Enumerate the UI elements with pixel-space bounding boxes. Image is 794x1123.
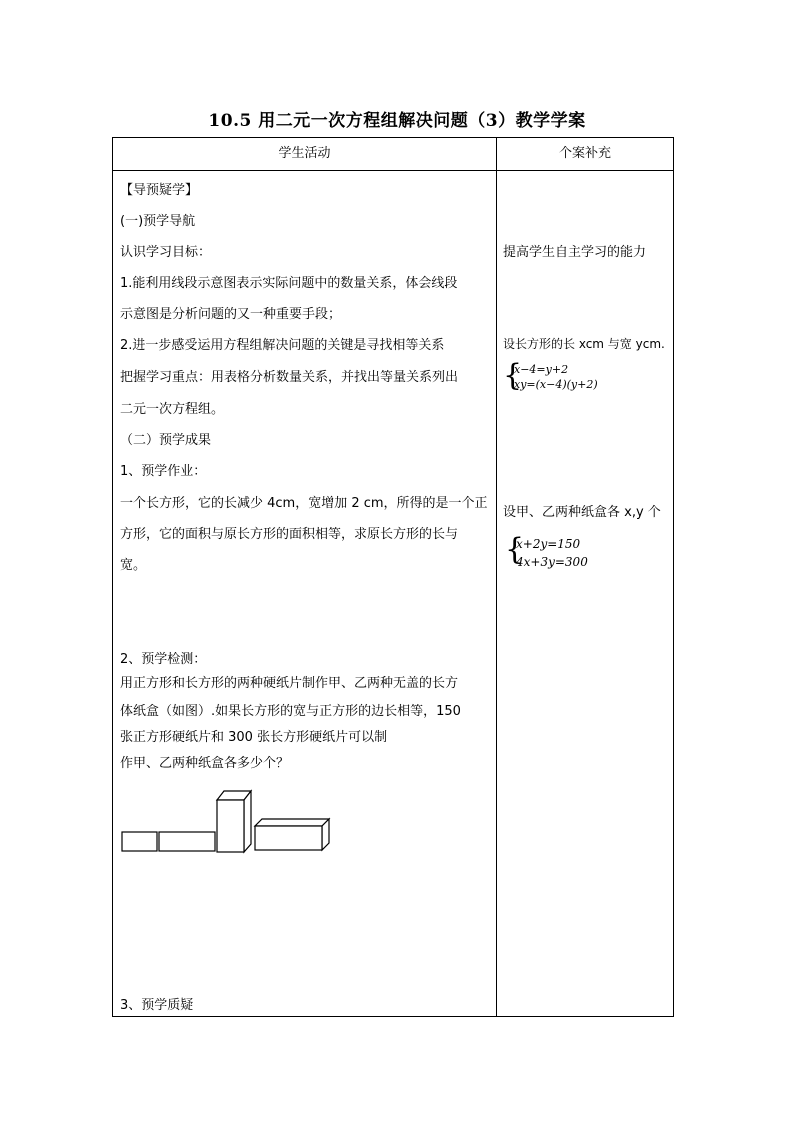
square-card-shape bbox=[122, 832, 157, 851]
paper-box-figure bbox=[119, 786, 339, 856]
text-line: 二元一次方程组。 bbox=[120, 402, 225, 417]
text-line: 示意图是分析问题的又一种重要手段； bbox=[120, 307, 342, 322]
text-line: 用正方形和长方形的两种硬纸片制作甲、乙两种无盖的长方 bbox=[120, 676, 459, 691]
subsection-heading: （二）预学成果 bbox=[120, 433, 212, 448]
text-line: 张正方形硬纸片和 300 张长方形硬纸片可以制 bbox=[120, 730, 388, 745]
note-text: 提高学生自主学习的能力 bbox=[503, 245, 647, 260]
equation-brace: { bbox=[503, 358, 523, 393]
text-line: 认识学习目标： bbox=[120, 245, 212, 260]
text-line: 方形，它的面积与原长方形的面积相等，求原长方形的长与 bbox=[120, 527, 459, 542]
equation-line: 4x+3y=300 bbox=[516, 555, 588, 569]
subsection-heading: (一)预学导航 bbox=[120, 214, 196, 229]
note-text: 设甲、乙两种纸盒各 x,y 个 bbox=[503, 505, 661, 520]
column-divider bbox=[496, 138, 497, 1016]
text-line: 1、预学作业： bbox=[120, 464, 207, 479]
header-student-activity: 学生活动 bbox=[278, 146, 331, 161]
text-line: 一个长方形，它的长减少 4cm，宽增加 2 cm，所得的是一个正 bbox=[120, 496, 488, 511]
tall-box-front bbox=[217, 800, 244, 852]
header-case-supplement: 个案补充 bbox=[558, 146, 611, 161]
flat-box-top bbox=[255, 819, 329, 826]
section-heading: 【导预疑学】 bbox=[120, 183, 199, 198]
text-line: 作甲、乙两种纸盒各多少个？ bbox=[120, 756, 290, 771]
rect-card-shape bbox=[159, 832, 215, 851]
equation-line: x+2y=150 bbox=[516, 537, 581, 551]
text-line: 宽。 bbox=[120, 558, 147, 573]
equation-brace: { bbox=[505, 532, 525, 567]
equation-line: xy=(x−4)(y+2) bbox=[514, 378, 598, 391]
equation-line: x−4=y+2 bbox=[514, 363, 569, 376]
text-line: 3、预学质疑 bbox=[120, 998, 194, 1013]
tall-box-side bbox=[244, 791, 251, 852]
header-divider bbox=[113, 170, 673, 171]
page-title: 10.5 用二元一次方程组解决问题（3）教学学案 bbox=[208, 111, 586, 131]
text-line: 体纸盒（如图）.如果长方形的宽与正方形的边长相等，150 bbox=[120, 704, 461, 719]
text-line: 2.进一步感受运用方程组解决问题的关键是寻找相等关系 bbox=[120, 338, 445, 353]
note-text: 设长方形的长 xcm 与宽 ycm. bbox=[503, 337, 665, 351]
flat-box-front bbox=[255, 826, 322, 850]
lesson-table bbox=[112, 137, 674, 1017]
text-line: 把握学习重点：用表格分析数量关系，并找出等量关系列出 bbox=[120, 370, 459, 385]
text-line: 1.能利用线段示意图表示实际问题中的数量关系，体会线段 bbox=[120, 276, 458, 291]
text-line: 2、预学检测： bbox=[120, 652, 207, 667]
